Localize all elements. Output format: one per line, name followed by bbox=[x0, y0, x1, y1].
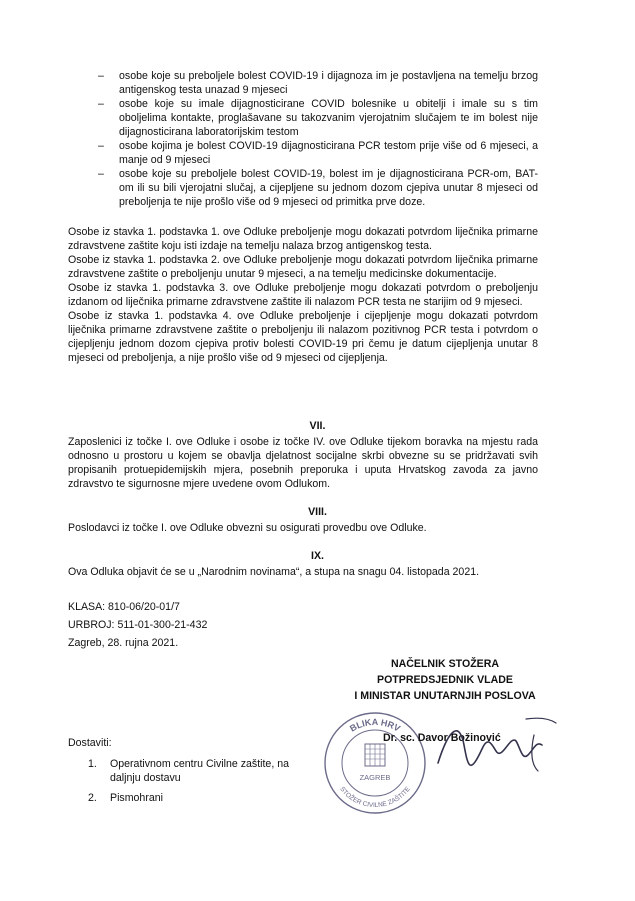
signer-title-2: POTPREDSJEDNIK VLADE bbox=[377, 673, 513, 686]
list-item: – osobe kojima je bolest COVID-19 dijagnosticirana PCR testom prije više od 6 mjeseci, a manje od 9 mjeseci bbox=[98, 139, 538, 166]
section-heading-vii: VII. bbox=[309, 420, 326, 432]
paragraph: Osobe iz stavka 1. podstavka 2. ove Odluke preboljenje mogu dokazati potvrdom liječnika primarne zdravstvene zaštite o preboljenju unutar 9 mjeseci, a na temelju medicinske dokumentacije. bbox=[68, 253, 538, 280]
place-date: Zagreb, 28. rujna 2021. bbox=[68, 636, 179, 649]
stamp-city: ZAGREB bbox=[359, 773, 391, 782]
section-vii-body bbox=[68, 436, 538, 492]
section-heading-ix: IX. bbox=[311, 550, 324, 562]
bullet-dash: – bbox=[98, 70, 104, 82]
urbroj: URBROJ: 511-01-300-21-432 bbox=[68, 618, 208, 631]
proof-paragraphs bbox=[68, 226, 538, 366]
paragraph: Poslodavci iz točke I. ove Odluke obvezni su osigurati provedbu ove Odluke. bbox=[68, 522, 427, 534]
distribution-label: Dostaviti: bbox=[68, 737, 112, 749]
list-item: – osobe koje su imale dijagnosticirane COVID bolesnike u obitelji i imale su s tim oboljelima kontakte, proglašavane su takozvanim vjerojatnim slučajem te im bolest nije dijagnosticirana laboratorijskim testom bbox=[98, 97, 538, 138]
official-stamp bbox=[320, 708, 430, 818]
paragraph: Osobe iz stavka 1. podstavka 3. ove Odluke preboljenje mogu dokazati potvrdom o preboljenju izdanom od liječnika primarne zdravstvene zaštite ili nalazom PCR testa ne starijim od 9 mjeseci. bbox=[68, 281, 538, 308]
signer-name: Dr. sc. Davor Božinović bbox=[383, 732, 501, 744]
signer-title-1: NAČELNIK STOŽERA bbox=[390, 658, 500, 670]
list-item: – osobe koje su preboljele bolest COVID-19, bolest im je dijagnosticirana PCR-om, BAT-om ili su bili vjerojatni slučaj, a cijepljene su jednom dozom cjepiva unutar 8 mjeseci od preboljenja te nije prošlo više od 9 mjeseci od primitka prve doze. bbox=[98, 167, 538, 208]
distribution-list bbox=[88, 758, 308, 812]
list-item: 2. Pismohrani bbox=[88, 791, 163, 804]
bullet-dash: – bbox=[98, 167, 104, 180]
section-viii-body bbox=[68, 522, 538, 536]
signer-block bbox=[330, 657, 560, 705]
stamp-text-top: BLIKA HRV bbox=[348, 716, 402, 734]
paragraph: Ova Odluka objavit će se u „Narodnim novinama“, a stupa na snagu 04. listopada 2021. bbox=[68, 566, 480, 578]
stamp-text-bottom: STOŽER CIVILNE ZAŠTITE bbox=[338, 785, 412, 810]
bullet-dash: – bbox=[98, 139, 104, 152]
signer-title-3: I MINISTAR UNUTARNJIH POSLOVA bbox=[354, 689, 536, 702]
paragraph: Osobe iz stavka 1. podstavka 1. ove Odluke preboljenje mogu dokazati potvrdom liječnika primarne zdravstvene zaštite koju isti izdaje na temelju nalaza brzog antigenskog testa. bbox=[68, 226, 538, 252]
klasa: KLASA: 810-06/20-01/7 bbox=[68, 601, 180, 613]
bullet-dash: – bbox=[98, 97, 104, 110]
paragraph: Zaposlenici iz točke I. ove Odluke i osobe iz točke IV. ove Odluke tijekom boravka na mjestu rada odnosno u prostoru u kojem se obavlja djelatnost socijalne skrbi obvezne su se pridržavati svih propisanih protuepidemijskih mjera, posebnih preporuka i uputa Hrvatskog zavoda za javno zdravstvo te sigurnosne mjere uvedene ovom Odlukom. bbox=[68, 436, 538, 490]
list-item: 1. Operativnom centru Civilne zaštite, na daljnju dostavu bbox=[88, 758, 289, 784]
bullet-list bbox=[98, 70, 538, 210]
paragraph: Osobe iz stavka 1. podstavka 4. ove Odluke preboljenje i cijepljenje mogu dokazati potvrdom liječnika primarne zdravstvene zaštite o preboljenju ili nalazom pozitivnog PCR testa i potvrdom o cijepljenju jednom dozom cjepiva protiv bolesti COVID-19 pri čemu je datum cijepljenja unutar 8 mjeseci od preboljenja, a nije prošlo više od 9 mjeseci od cijepljenja. bbox=[68, 309, 538, 364]
coat-of-arms-icon bbox=[365, 744, 385, 766]
list-item: – osobe koje su preboljele bolest COVID-19 i dijagnoza im je postavljena na temelju brzog antigenskog testa unazad 9 mjeseci bbox=[98, 70, 538, 96]
section-heading-viii: VIII. bbox=[308, 506, 327, 518]
section-ix-body bbox=[68, 566, 538, 580]
document-metadata bbox=[68, 601, 207, 655]
handwritten-signature bbox=[430, 705, 560, 785]
